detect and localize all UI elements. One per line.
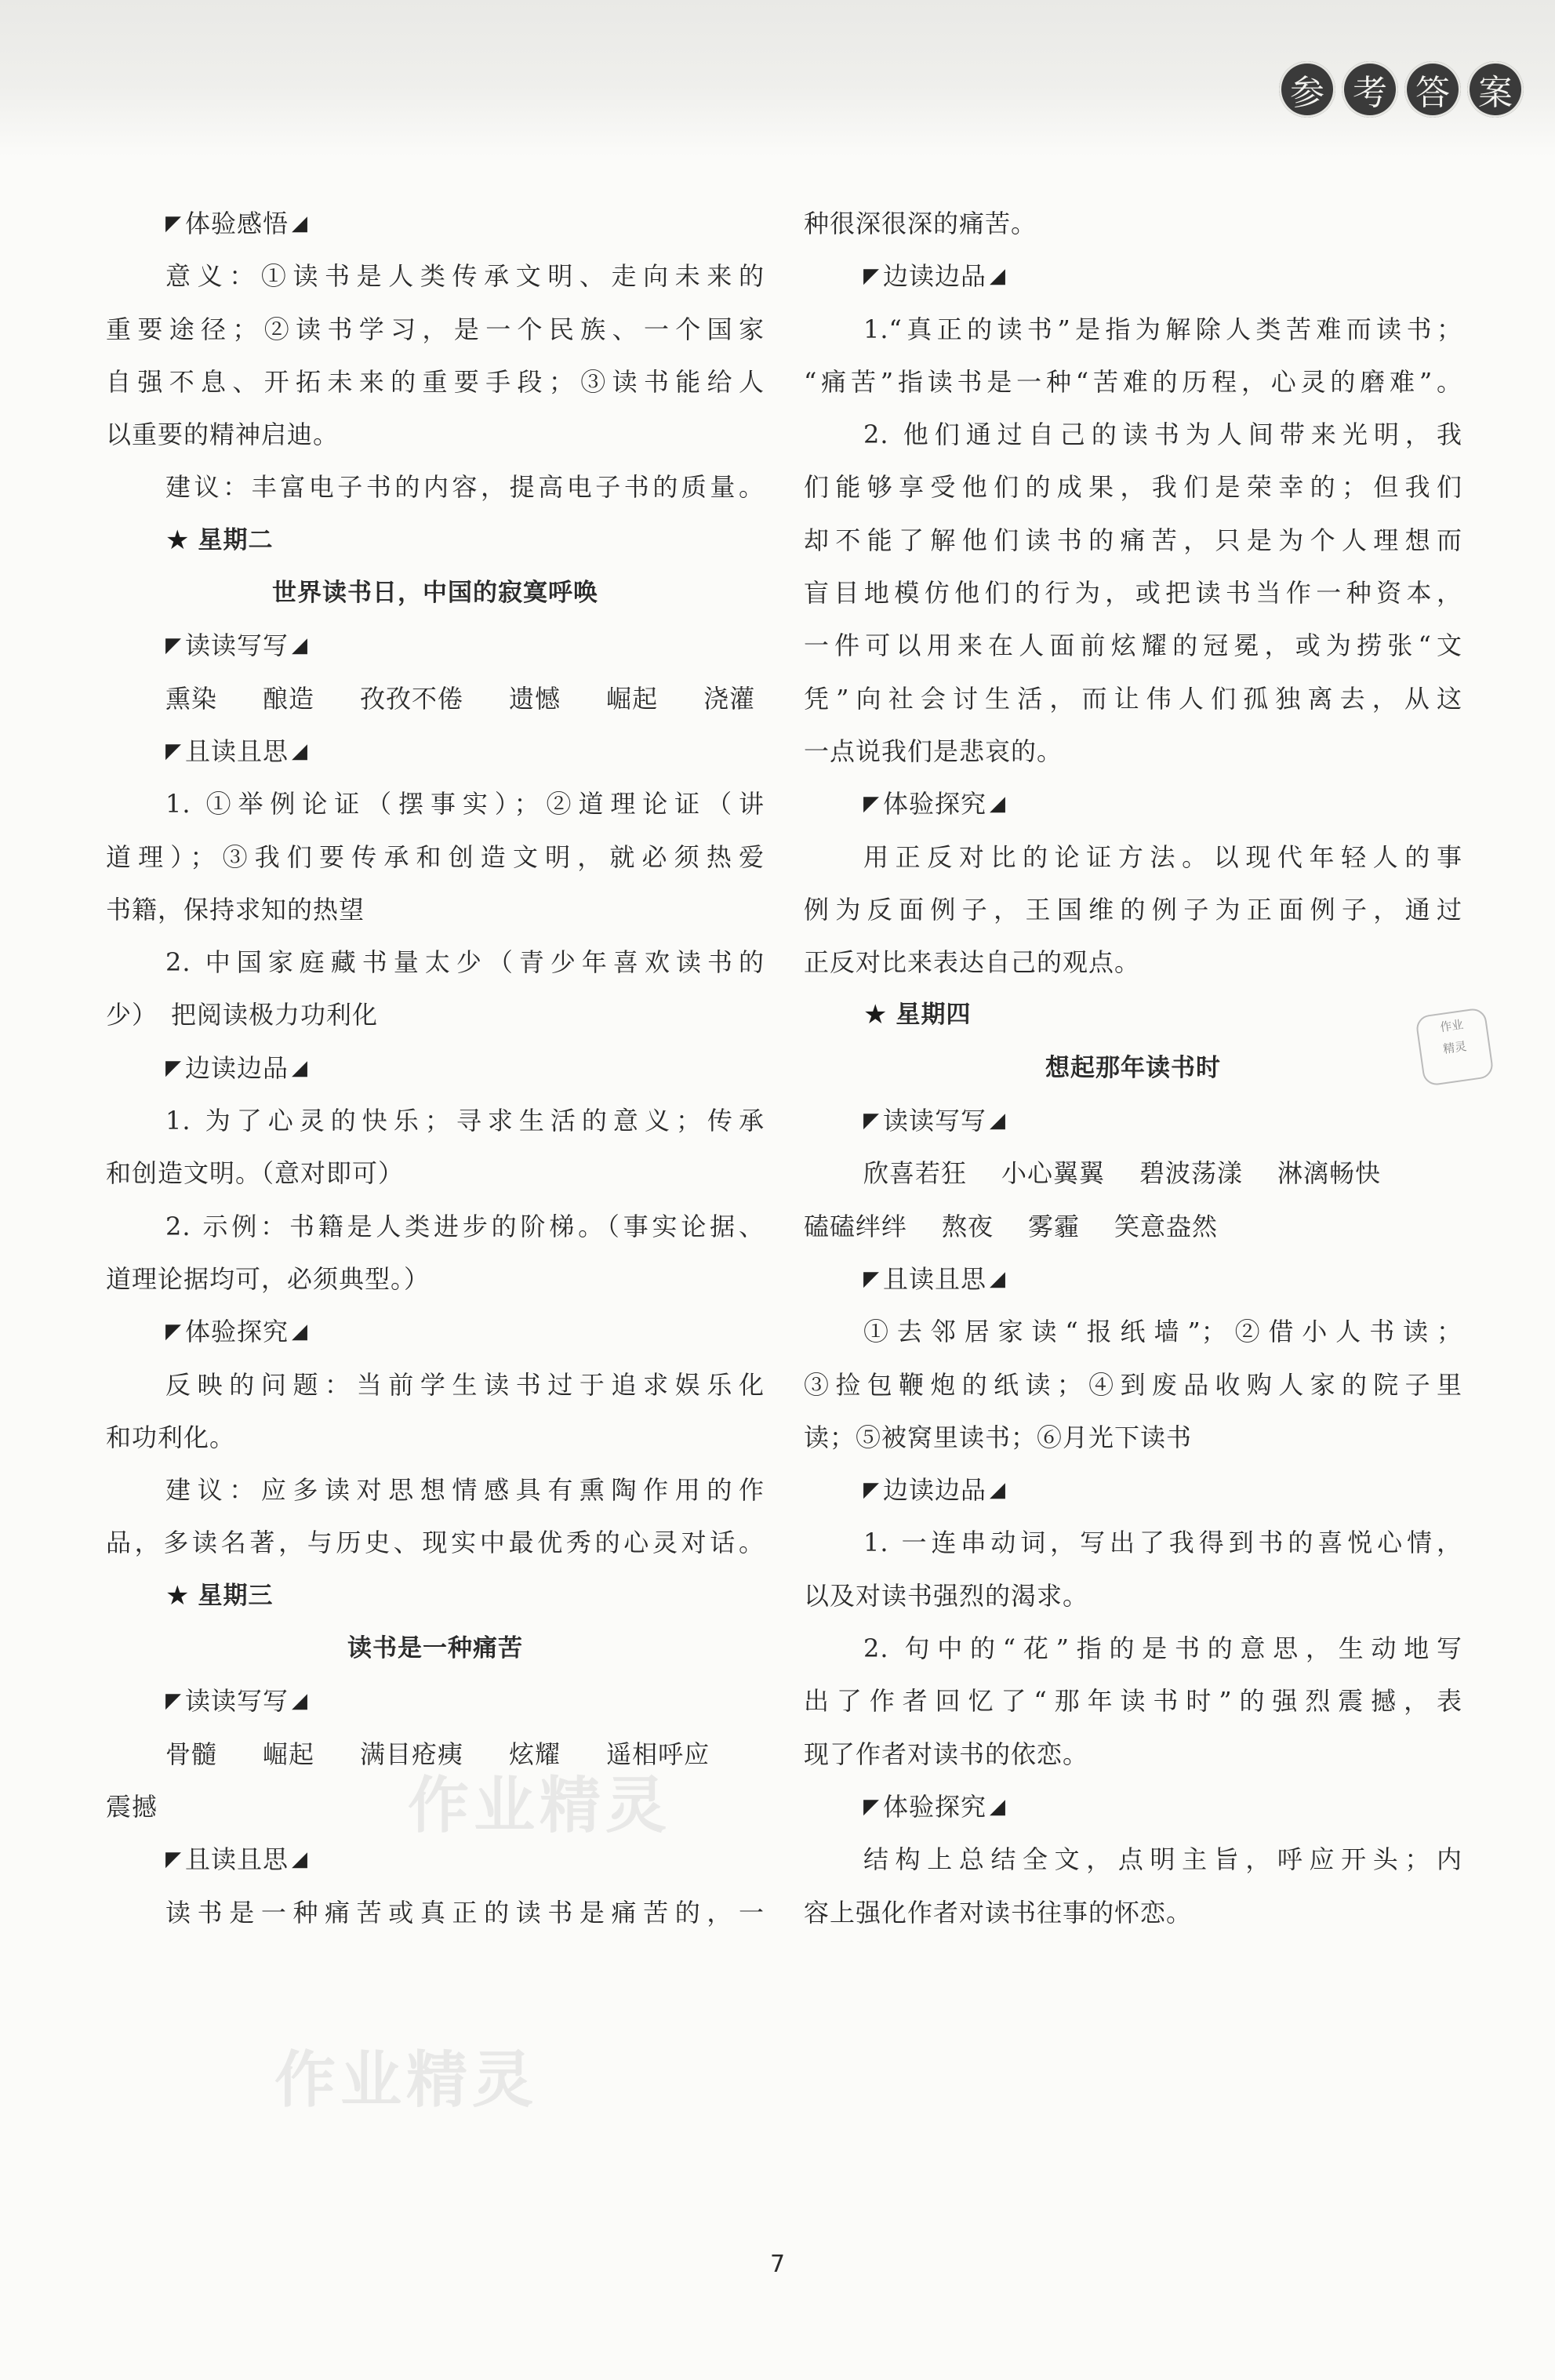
word: 酿造 <box>263 683 315 714</box>
word: 雾霾 <box>1028 1211 1081 1241</box>
day-heading: ★ 星期三 <box>106 1570 765 1622</box>
section-heading: ◤ 读读写写 ◢ <box>106 620 765 672</box>
left-column <box>106 198 765 1939</box>
text-line: 们能够享受他们的成果，我们是荣幸的；但我们 <box>804 472 1462 503</box>
section-heading: ◤ 体验探究 ◢ <box>106 1306 765 1358</box>
text-line: 以及对读书强烈的渴求。 <box>804 1580 1089 1611</box>
text-line: 反映的问题：当前学生读书过于追求娱乐化 <box>165 1369 765 1400</box>
corner-right-icon: ◢ <box>292 1056 309 1080</box>
section-heading: ◤ 体验探究 ◢ <box>804 778 1462 830</box>
corner-right-icon: ◢ <box>990 264 1007 289</box>
corner-right-icon: ◢ <box>292 1689 309 1713</box>
text-line: 2. 句中的“花”指的是书的意思，生动地写 <box>863 1633 1462 1664</box>
corner-left-icon: ◤ <box>863 792 880 816</box>
text-line: 正反对比来表达自己的观点。 <box>804 947 1141 978</box>
text-line: 书籍，保持求知的热望 <box>106 894 365 925</box>
text-line: 盲目地模仿他们的行为，或把读书当作一种资本， <box>804 578 1462 609</box>
word: 震撼 <box>106 1791 158 1822</box>
text-line: 1.“真正的读书”是指为解除人类苦难而读书； <box>863 314 1462 344</box>
day-heading: ★ 星期二 <box>106 514 765 567</box>
logo-char: 参 <box>1279 61 1335 118</box>
text-line: 出了作者回忆了“那年读书时”的强烈震撼，表 <box>804 1686 1462 1717</box>
page-number: 7 <box>769 2251 786 2278</box>
word: 满目疮痍 <box>360 1739 464 1769</box>
word-list <box>106 1728 765 1781</box>
text-line: 2. 他们通过自己的读书为人间带来光明，我 <box>863 420 1462 450</box>
section-heading: ◤ 边读边品 ◢ <box>804 1464 1462 1517</box>
text-line: 道理）；③我们要传承和创造文明，就必须热爱 <box>106 841 765 872</box>
corner-left-icon: ◤ <box>165 1320 182 1344</box>
corner-left-icon: ◤ <box>165 739 182 763</box>
text-line: 2. 中国家庭藏书量太少（青少年喜欢读书的 <box>165 947 765 978</box>
corner-right-icon: ◢ <box>990 1478 1007 1502</box>
section-heading: ◤ 体验探究 ◢ <box>804 1781 1462 1833</box>
section-heading: ◤ 且读且思 ◢ <box>106 1833 765 1886</box>
corner-left-icon: ◤ <box>863 1794 880 1819</box>
corner-right-icon: ◢ <box>990 792 1007 816</box>
text-line: 一点说我们是悲哀的。 <box>804 736 1063 766</box>
section-heading: ◤ 边读边品 ◢ <box>106 1042 765 1095</box>
word: 淋漓畅快 <box>1277 1158 1382 1189</box>
article-title: 想起那年读书时 <box>1045 1053 1221 1082</box>
word-list <box>804 1147 1462 1200</box>
logo-char: 考 <box>1342 61 1398 118</box>
corner-right-icon: ◢ <box>990 1266 1007 1291</box>
text-line: 1. ①举例论证（摆事实）；②道理论证（讲 <box>165 789 765 819</box>
section-heading: ◤ 读读写写 ◢ <box>804 1095 1462 1147</box>
corner-left-icon: ◤ <box>863 264 880 289</box>
word: 崛起 <box>606 683 659 714</box>
text-line: 和功利化。 <box>106 1422 236 1452</box>
corner-left-icon: ◤ <box>165 1689 182 1713</box>
word: 笑意盎然 <box>1114 1211 1219 1241</box>
star-icon: ★ <box>165 524 191 556</box>
reference-answer-logo <box>1279 61 1524 118</box>
text-line: 1. 为了心灵的快乐；寻求生活的意义；传承 <box>165 1106 765 1136</box>
day-heading: ★ 星期四 <box>804 989 1462 1041</box>
text-line: 2. 示例：书籍是人类进步的阶梯。（事实论据、 <box>165 1211 765 1241</box>
text-line: 用正反对比的论证方法。以现代年轻人的事 <box>863 841 1462 872</box>
text-line: 例为反面例子，王国维的例子为正面例子，通过 <box>804 894 1462 925</box>
word: 熏染 <box>165 683 218 714</box>
section-heading: ◤ 边读边品 ◢ <box>804 250 1462 303</box>
word: 崛起 <box>263 1739 315 1769</box>
text-line: 1. 一连串动词，写出了我得到书的喜悦心情， <box>863 1528 1462 1558</box>
corner-left-icon: ◤ <box>165 212 182 235</box>
corner-right-icon: ◢ <box>292 1848 309 1872</box>
section-heading: ◤ 读读写写 ◢ <box>106 1675 765 1728</box>
text-line: 少） 把阅读极力功利化 <box>106 1000 379 1030</box>
star-icon: ★ <box>165 1579 191 1611</box>
section-heading: ◤ 且读且思 ◢ <box>106 725 765 778</box>
word: 遥相呼应 <box>606 1739 710 1769</box>
word-list <box>106 673 765 725</box>
corner-right-icon: ◢ <box>292 634 309 658</box>
text-line: 却不能了解他们读书的痛苦，只是为个人理想而 <box>804 525 1462 555</box>
text-line: 自强不息、开拓未来的重要手段；③读书能给人 <box>106 366 765 397</box>
word: 欣喜若狂 <box>863 1158 968 1189</box>
text-line: 一件可以用来在人面前炫耀的冠冕，或为捞张“文 <box>804 630 1462 661</box>
word: 小心翼翼 <box>1001 1158 1106 1189</box>
corner-left-icon: ◤ <box>165 1848 182 1872</box>
text-line: 现了作者对读书的依恋。 <box>804 1739 1089 1769</box>
text-line: 和创造文明。（意对即可） <box>106 1158 405 1189</box>
word: 浇灌 <box>703 683 756 714</box>
text-line: 容上强化作者对读书往事的怀恋。 <box>804 1897 1193 1928</box>
text-line: 重要途径；②读书学习，是一个民族、一个国家 <box>106 314 765 344</box>
text-line: 结构上总结全文，点明主旨，呼应开头；内 <box>863 1844 1462 1875</box>
word: 骨髓 <box>165 1739 218 1769</box>
corner-right-icon: ◢ <box>292 739 309 763</box>
watermark: 作业精灵 <box>274 2045 539 2116</box>
text-line: 道理论据均可，必须典型。） <box>106 1263 431 1294</box>
text-line: 读；⑤被窝里读书；⑥月光下读书 <box>804 1422 1193 1452</box>
corner-right-icon: ◢ <box>990 1794 1007 1819</box>
text-line: ①去邻居家读“报纸墙”；②借小人书读； <box>863 1317 1462 1347</box>
text-line: 读书是一种痛苦或真正的读书是痛苦的，一 <box>165 1897 765 1928</box>
corner-right-icon: ◢ <box>990 1109 1007 1133</box>
word: 孜孜不倦 <box>360 683 464 714</box>
watermark: 作业精灵 <box>408 1771 672 1841</box>
section-heading: ◤ 且读且思 ◢ <box>804 1253 1462 1306</box>
text-line: 以重要的精神启迪。 <box>106 420 340 450</box>
word: 磕磕绊绊 <box>804 1211 908 1241</box>
corner-right-icon: ◢ <box>292 1320 309 1344</box>
text-line: 建议：应多读对思想情感具有熏陶作用的作 <box>165 1475 765 1506</box>
corner-left-icon: ◤ <box>863 1109 880 1133</box>
corner-left-icon: ◤ <box>863 1266 880 1291</box>
article-title: 世界读书日，中国的寂寞呼唤 <box>272 579 598 608</box>
corner-right-icon: ◢ <box>292 212 309 235</box>
word: 熬夜 <box>942 1211 994 1241</box>
star-icon: ★ <box>863 999 888 1031</box>
right-column <box>804 198 1462 1939</box>
word: 炫耀 <box>509 1739 561 1769</box>
corner-left-icon: ◤ <box>863 1478 880 1502</box>
word: 碧波荡漾 <box>1139 1158 1244 1189</box>
corner-left-icon: ◤ <box>165 1056 182 1080</box>
logo-char: 案 <box>1467 61 1524 118</box>
text-line: 品，多读名著，与历史、现实中最优秀的心灵对话。 <box>106 1528 765 1558</box>
text-line: ③捡包鞭炮的纸读；④到废品收购人家的院子里 <box>804 1369 1462 1400</box>
text-line: 种很深很深的痛苦。 <box>804 209 1037 238</box>
stamp: 作业 精灵 <box>1415 1007 1495 1087</box>
text-line: “痛苦”指读书是一种“苦难的历程，心灵的磨难”。 <box>804 366 1462 397</box>
word-list <box>804 1201 1462 1253</box>
text-line: 建议：丰富电子书的内容，提高电子书的质量。 <box>165 472 765 503</box>
section-heading: ◤ 体验感悟 ◢ <box>106 198 765 250</box>
article-title: 读书是一种痛苦 <box>347 1634 523 1663</box>
text-line: 凭”向社会讨生活，而让伟人们孤独离去，从这 <box>804 683 1462 714</box>
corner-left-icon: ◤ <box>165 634 182 658</box>
text-line: 意义：①读书是人类传承文明、走向未来的 <box>165 261 765 292</box>
word: 遗憾 <box>509 683 561 714</box>
logo-char: 答 <box>1404 61 1461 118</box>
